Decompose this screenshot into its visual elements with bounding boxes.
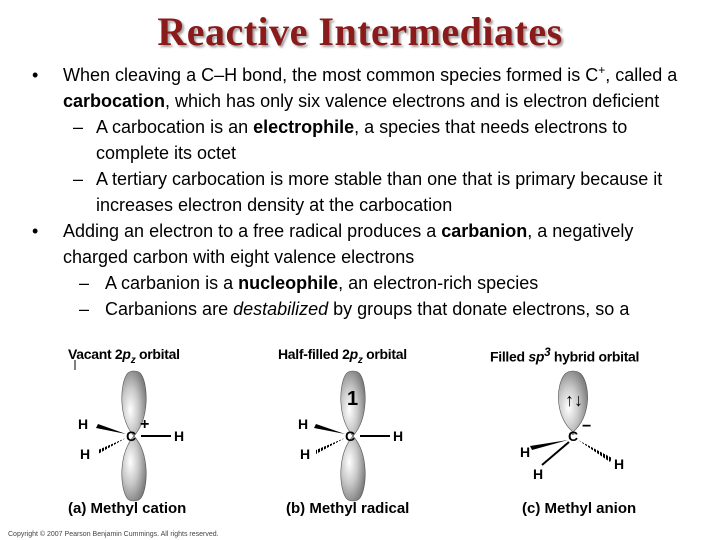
atom-c: C (126, 428, 137, 444)
atom-h: H (298, 416, 309, 432)
sub-text: A carbanion is a (105, 273, 239, 293)
orbital-label-radical: Half-filled $2p_z$ orbital (278, 346, 407, 366)
bullet-text: , a negatively charged carbon with eight valence electrons (63, 221, 634, 267)
orbital-label-cation: Vacant $2p_z$ orbital (68, 346, 180, 366)
bold-term: nucleophile (238, 273, 339, 293)
copyright-notice: Copyright © 2007 Pearson Benjamin Cummings. All rights reserved. (8, 531, 219, 538)
dash-marker: – (73, 117, 84, 137)
sub-text: , an electron-rich species (338, 273, 539, 293)
atom-h: H (393, 428, 404, 444)
orbital-figure (60, 340, 700, 536)
sub-bullet-electrophile (0, 114, 720, 166)
sub-text: , a species that needs electrons to complete its octet (96, 117, 628, 163)
p-orbital-bottom-lobe (341, 436, 365, 501)
orbital-label-anion: Filled $sp^3$ hybrid orbital (490, 346, 640, 365)
electron-pair-arrows: ↑↓ (565, 390, 583, 410)
positive-charge: + (140, 416, 150, 433)
atom-c: C (568, 428, 579, 444)
hashed-bond (98, 438, 126, 454)
atom-h: H (614, 456, 625, 472)
superscript-plus: + (598, 63, 606, 77)
bold-term: carbocation (63, 91, 166, 111)
bullet-marker: • (32, 65, 39, 85)
bullet-text: When cleaving a C–H bond, the most common species formed is C (63, 65, 599, 85)
single-electron-arrow: 1 (347, 388, 359, 410)
bullet-carbanion (0, 218, 720, 270)
dash-marker: – (73, 169, 84, 189)
bullet-text: , called a (605, 65, 678, 85)
sub-text: A carbocation is an (96, 117, 254, 137)
atom-h: H (78, 416, 89, 432)
p-orbital-bottom-lobe (122, 436, 146, 501)
methyl-anion-diagram (530, 371, 612, 465)
dash-marker: – (79, 299, 90, 319)
italic-term: destabilized (233, 299, 329, 319)
bullet-marker: • (32, 221, 39, 241)
bold-term: carbanion (441, 221, 528, 241)
sub-bullet-tertiary (0, 166, 720, 218)
bullet-text: , which has only six valence electrons and is electron deficient (165, 91, 660, 111)
atom-h: H (174, 428, 185, 444)
hashed-bond (578, 440, 612, 462)
atom-h: H (533, 466, 544, 482)
bullet-text: Adding an electron to a free radical produces a (63, 221, 442, 241)
caption-methyl-radical: (b) Methyl radical (286, 500, 410, 517)
slide-body (0, 62, 720, 322)
sub-text: A tertiary carbocation is more stable than one that is primary because it increases electron density at the carbocation (96, 169, 663, 215)
hashed-bond (316, 438, 345, 454)
sub-bullet-nucleophile (0, 270, 720, 296)
bold-term: electrophile (253, 117, 355, 137)
slide-title: Reactive Intermediates (157, 9, 563, 54)
bullet-carbocation (0, 62, 720, 114)
atom-h: H (520, 444, 531, 460)
dash-marker: – (79, 273, 90, 293)
atom-h: H (300, 446, 311, 462)
sub-bullet-destabilized (0, 296, 720, 322)
wedge-bond (314, 424, 345, 434)
sub-text: Carbanions are (105, 299, 234, 319)
atom-c: C (345, 428, 356, 444)
negative-charge: − (582, 418, 592, 435)
wedge-bond (96, 424, 126, 434)
atom-h: H (80, 446, 91, 462)
methyl-cation-diagram (75, 360, 171, 501)
caption-methyl-anion: (c) Methyl anion (522, 500, 637, 517)
sub-text: by groups that donate electrons, so a (328, 299, 630, 319)
caption-methyl-cation: (a) Methyl cation (68, 500, 187, 517)
